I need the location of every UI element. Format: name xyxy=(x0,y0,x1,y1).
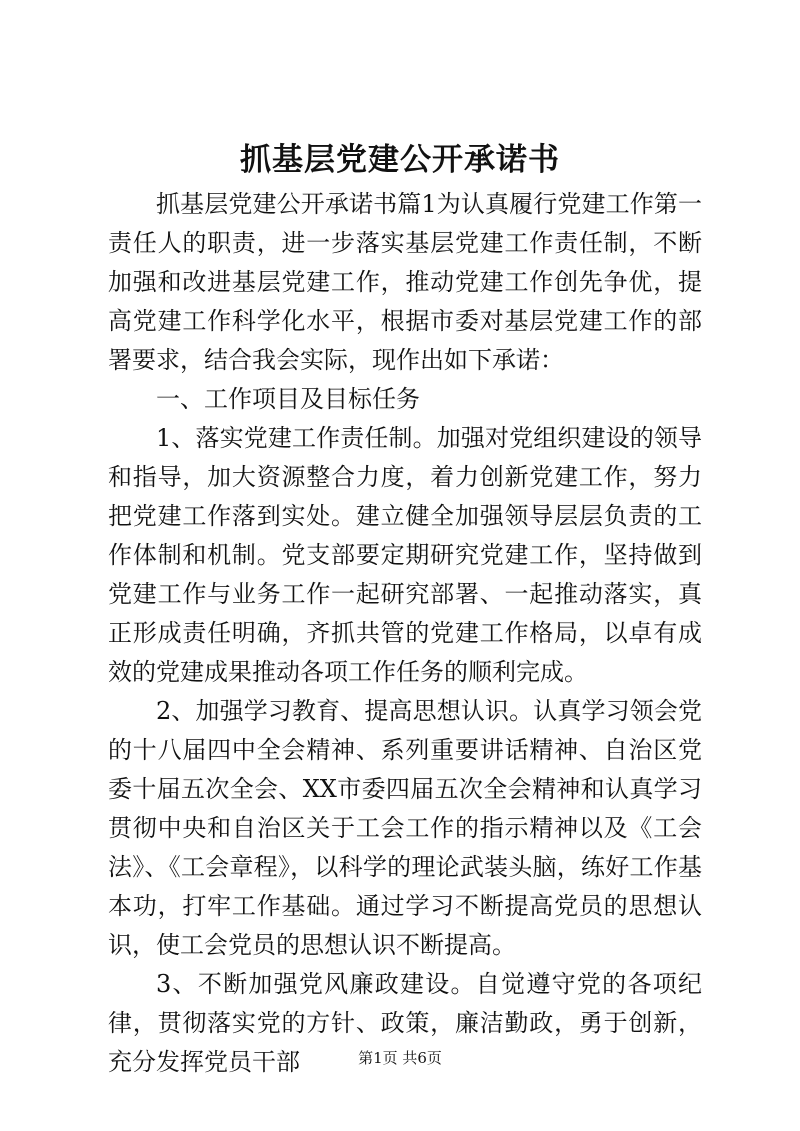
item-2-paragraph: 2、加强学习教育、提高思想认识。认真学习领会党的十八届四中全会精神、系列重要讲话精神、自治区党委十届五次全会、XX市委四届五次全会精神和认真学习贯彻中央和自治区关于工会工作的指示精神以及《工会法》、《工会章程》，以科学的理论武装头脑，练好工作基本功，打牢工作基础。通过学习不断提高党员的思想认识，使工会党员的思想认识不断提高。 xyxy=(108,697,702,959)
document-body xyxy=(108,185,702,1082)
item-3-paragraph: 3、不断加强党风廉政建设。自觉遵守党的各项纪律，贯彻落实党的方针、政策，廉洁勤政，勇于创新，充分发挥党员干部 xyxy=(108,970,702,1076)
item-1-paragraph: 1、落实党建工作责任制。加强对党组织建设的领导和指导，加大资源整合力度，着力创新党建工作，努力把党建工作落到实处。建立健全加强领导层层负责的工作体制和机制。党支部要定期研究党建工作，坚持做到党建工作与业务工作一起研究部署、一起推动落实，真正形成责任明确，齐抓共管的党建工作格局，以卓有成效的党建成果推动各项工作任务的顺利完成。 xyxy=(108,424,702,686)
section-heading: 一、工作项目及目标任务 xyxy=(156,385,420,413)
page-number-footer: 第1页 共6页 xyxy=(358,1049,442,1067)
document-title: 抓基层党建公开承诺书 xyxy=(240,142,560,178)
intro-paragraph: 抓基层党建公开承诺书篇1为认真履行党建工作第一责任人的职责，进一步落实基层党建工作责任制，不断加强和改进基层党建工作，推动党建工作创先争优，提高党建工作科学化水平，根据市委对基层党建工作的部署要求，结合我会实际，现作出如下承诺： xyxy=(108,190,702,374)
